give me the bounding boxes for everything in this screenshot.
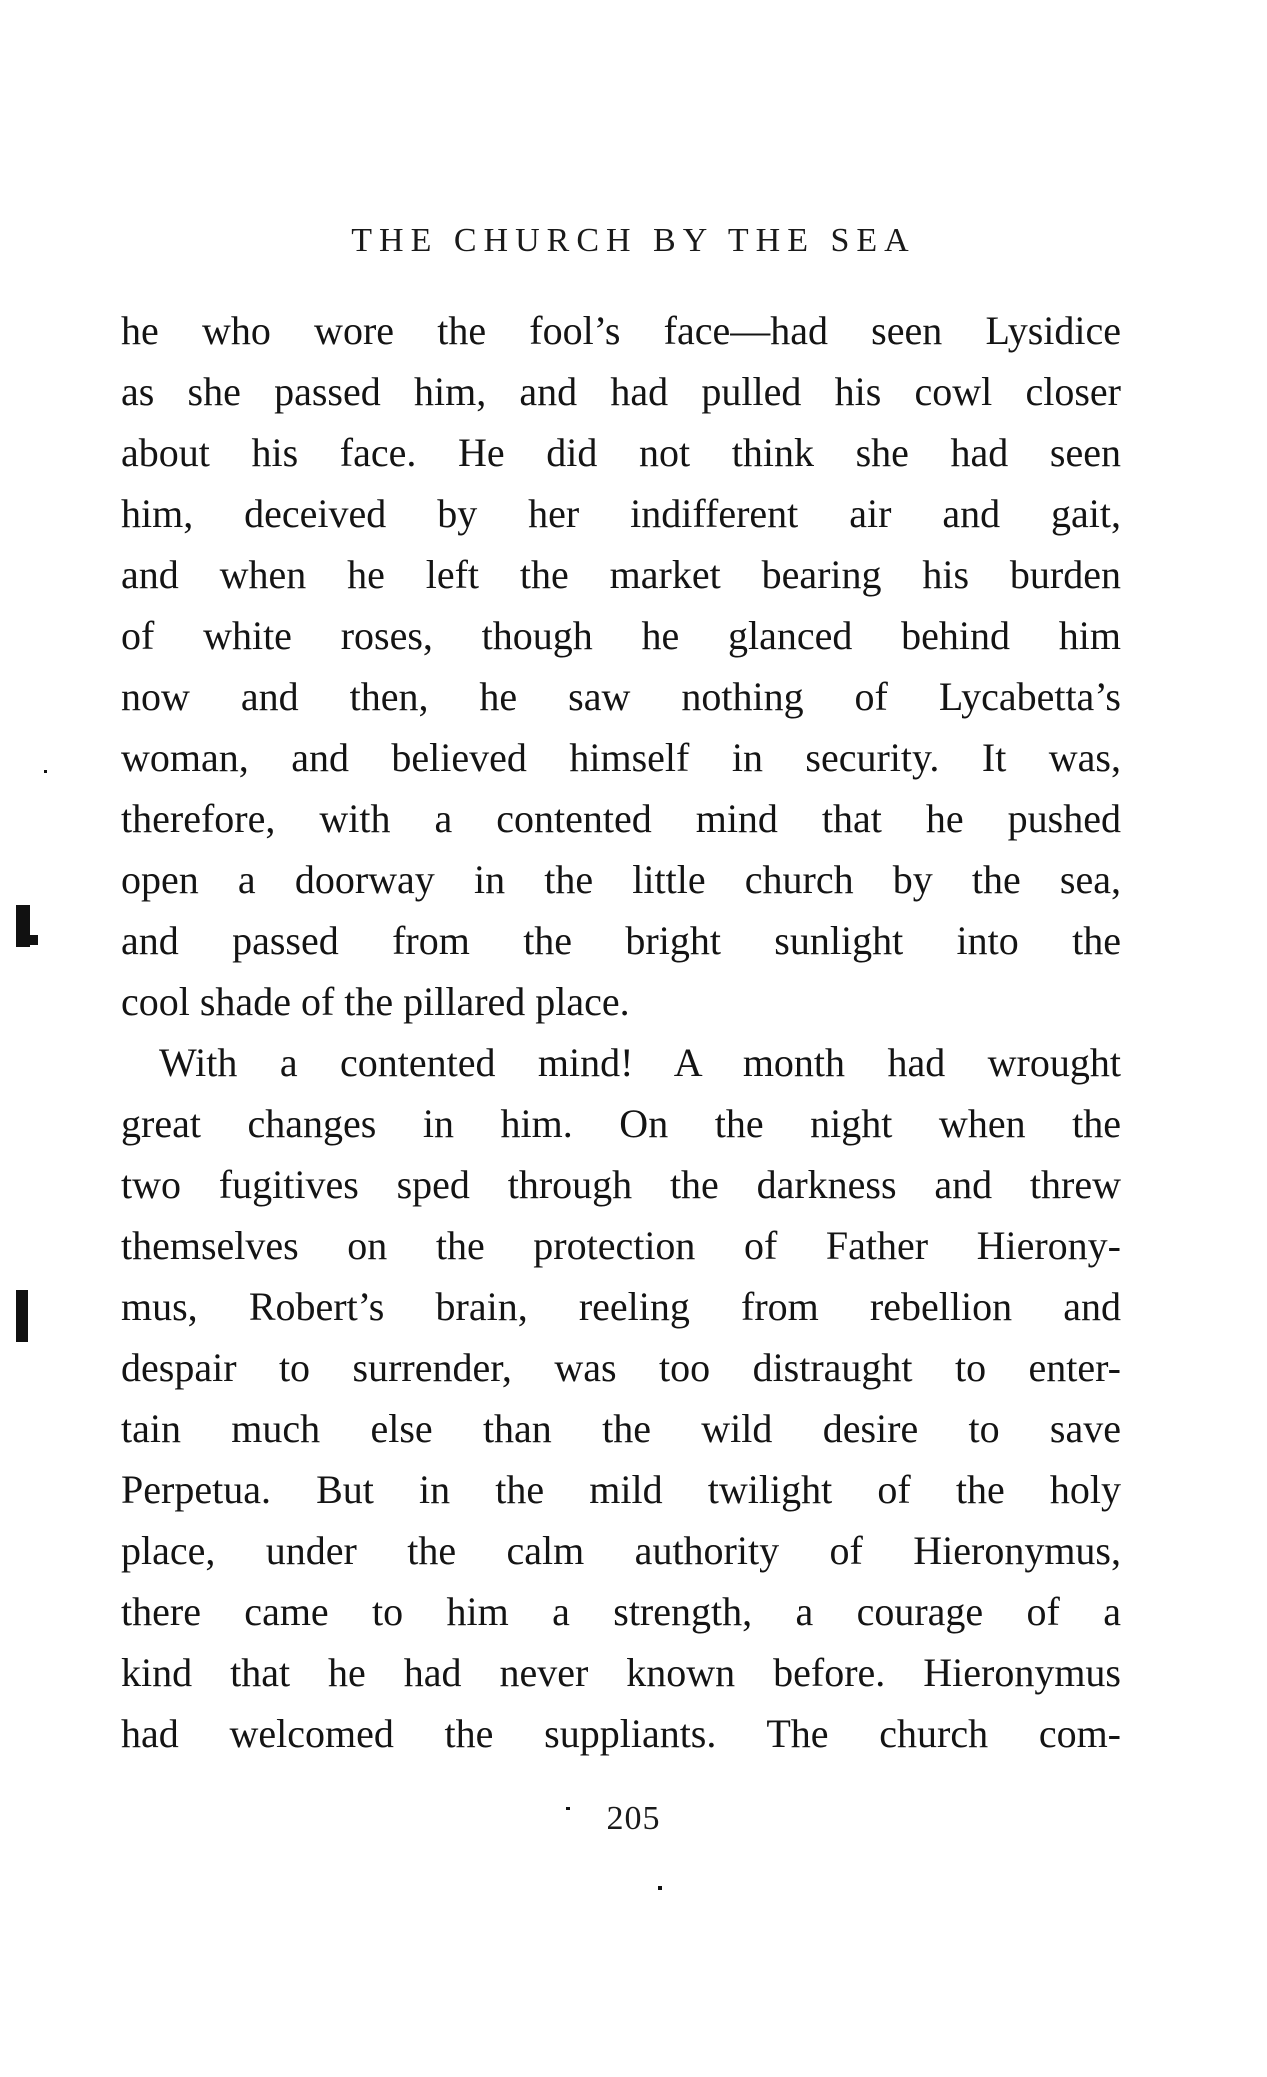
running-head: THE CHURCH BY THE SEA <box>351 222 916 259</box>
text-line: of white roses, though he glanced behind him <box>121 613 1121 658</box>
text-line: despair to surrender, was too distraught to enter- <box>121 1345 1121 1390</box>
text-line: as she passed him, and had pulled his cowl closer <box>121 369 1121 414</box>
scan-binding-mark <box>28 935 38 945</box>
scan-speck <box>566 1807 570 1810</box>
text-line: mus, Robert’s brain, reeling from rebellion and <box>121 1284 1121 1329</box>
text-line: kind that he had never known before. Hieronymus <box>121 1650 1121 1695</box>
text-line: cool shade of the pillared place. <box>121 979 630 1024</box>
page-number: 205 <box>606 1800 661 1837</box>
text-line: him, deceived by her indifferent air and gait, <box>121 491 1121 536</box>
text-line: With a contented mind! A month had wrought <box>159 1040 1121 1085</box>
text-line: place, under the calm authority of Hieronymus, <box>121 1528 1121 1573</box>
text-line: tain much else than the wild desire to save <box>121 1406 1121 1451</box>
text-line: about his face. He did not think she had seen <box>121 430 1121 475</box>
text-line: themselves on the protection of Father Hierony- <box>121 1223 1121 1268</box>
text-line: he who wore the fool’s face—had seen Lysidice <box>121 308 1121 353</box>
scan-speck <box>658 1886 662 1890</box>
text-line: there came to him a strength, a courage of a <box>121 1589 1121 1634</box>
text-line: open a doorway in the little church by the sea, <box>121 857 1121 902</box>
text-line: had welcomed the suppliants. The church com- <box>121 1711 1121 1756</box>
text-line: and when he left the market bearing his burden <box>121 552 1121 597</box>
scan-binding-mark <box>16 1290 28 1342</box>
text-line: two fugitives sped through the darkness and threw <box>121 1162 1121 1207</box>
text-line: and passed from the bright sunlight into the <box>121 918 1121 963</box>
text-line: therefore, with a contented mind that he pushed <box>121 796 1121 841</box>
text-line: now and then, he saw nothing of Lycabetta’s <box>121 674 1121 719</box>
body-text <box>121 300 1121 1764</box>
text-line: woman, and believed himself in security. It was, <box>121 735 1121 780</box>
text-line: great changes in him. On the night when the <box>121 1101 1121 1146</box>
scan-speck <box>44 770 47 773</box>
text-line: Perpetua. But in the mild twilight of the holy <box>121 1467 1121 1512</box>
